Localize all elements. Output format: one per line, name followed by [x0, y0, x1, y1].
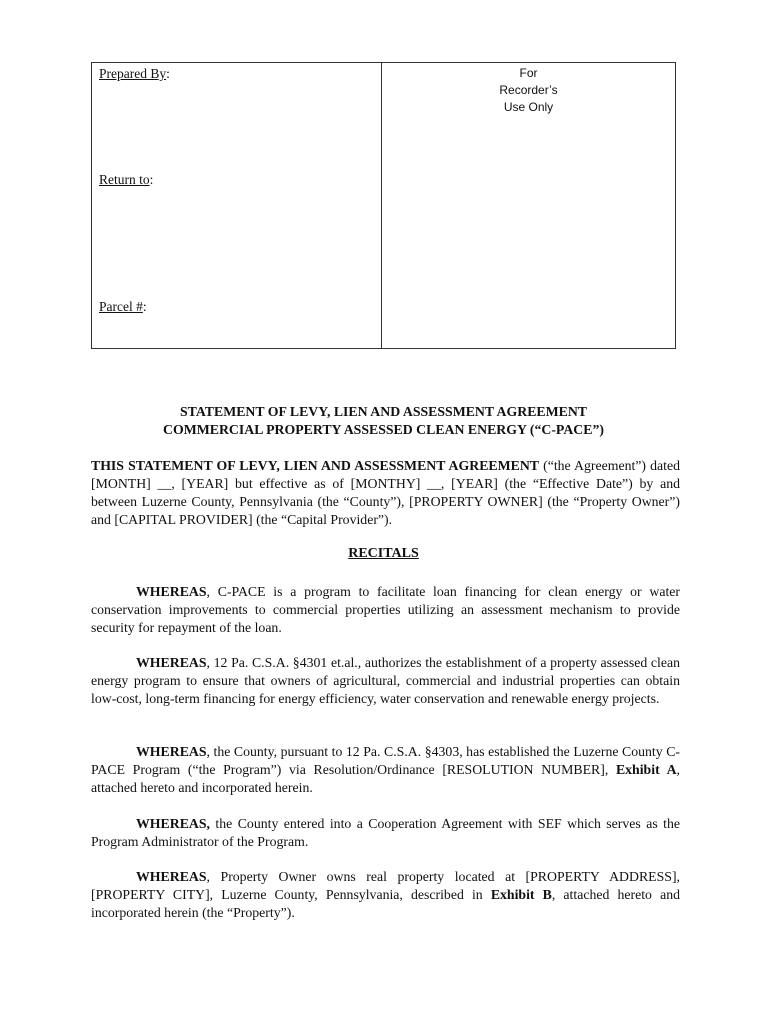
recital-4: WHEREAS, the County entered into a Cooperation Agreement with SEF which serves as the Program Administrator of the Program.	[91, 816, 680, 849]
document-title	[91, 403, 676, 439]
recital-3: WHEREAS, the County, pursuant to 12 Pa. C.S.A. §4303, has established the Luzerne County C-PACE Program (“the Program”) via Resolution/Ordinance [RESOLUTION NUMBER], Exhibit A, attached hereto and incorporated herein.	[91, 744, 680, 795]
recitals-heading: RECITALS	[348, 546, 419, 561]
prepared-by-label: Prepared By	[99, 66, 167, 81]
recorder-use-only: For Recorder’s Use Only	[499, 66, 558, 114]
parcel-label: Parcel #	[99, 299, 143, 314]
exhibit-b-ref: Exhibit B	[490, 887, 552, 902]
recital-2: WHEREAS, 12 Pa. C.S.A. §4301 et.al., authorizes the establishment of a property assessed clean energy program to ensure that owners of agricultural, commercial and industrial properties can obtain low-cost, long-term financing for energy efficiency, water conservation and renewable energy projects.	[91, 655, 680, 706]
recital-5: WHEREAS, Property Owner owns real property located at [PROPERTY ADDRESS], [PROPERTY CITY], Luzerne County, Pennsylvania, described in Exhibit B, attached hereto and incorporated herein (the “Property”).	[91, 869, 680, 920]
intro-paragraph: THIS STATEMENT OF LEVY, LIEN AND ASSESSMENT AGREEMENT (“the Agreement”) dated [MONTH] __, [YEAR] but effective as of [MONTHY] __, [YEAR] (the “Effective Date”) by and between Luzerne County, Pennsylvania (the “County”), [PROPERTY OWNER] (the “Property Owner”) and [CAPITAL PROVIDER] (the “Capital Provider”).	[91, 458, 681, 527]
parcel-field: Parcel #:	[99, 299, 147, 314]
return-to-field: Return to:	[99, 172, 154, 187]
prepared-by-field: Prepared By:	[99, 66, 170, 81]
recording-header-box	[91, 62, 676, 349]
return-to-label: Return to	[99, 172, 150, 187]
title-line-2: COMMERCIAL PROPERTY ASSESSED CLEAN ENERGY (“C-PACE”)	[163, 422, 604, 437]
exhibit-a-ref: Exhibit A	[615, 762, 677, 777]
title-line-1: STATEMENT OF LEVY, LIEN AND ASSESSMENT AGREEMENT	[180, 404, 587, 419]
intro-bold-lead: THIS STATEMENT OF LEVY, LIEN AND ASSESSMENT AGREEMENT	[91, 458, 539, 473]
recital-1: WHEREAS, C-PACE is a program to facilitate loan financing for clean energy or water conservation improvements to commercial properties utilizing an assessment mechanism to provide security for repayment of the loan.	[91, 584, 680, 635]
